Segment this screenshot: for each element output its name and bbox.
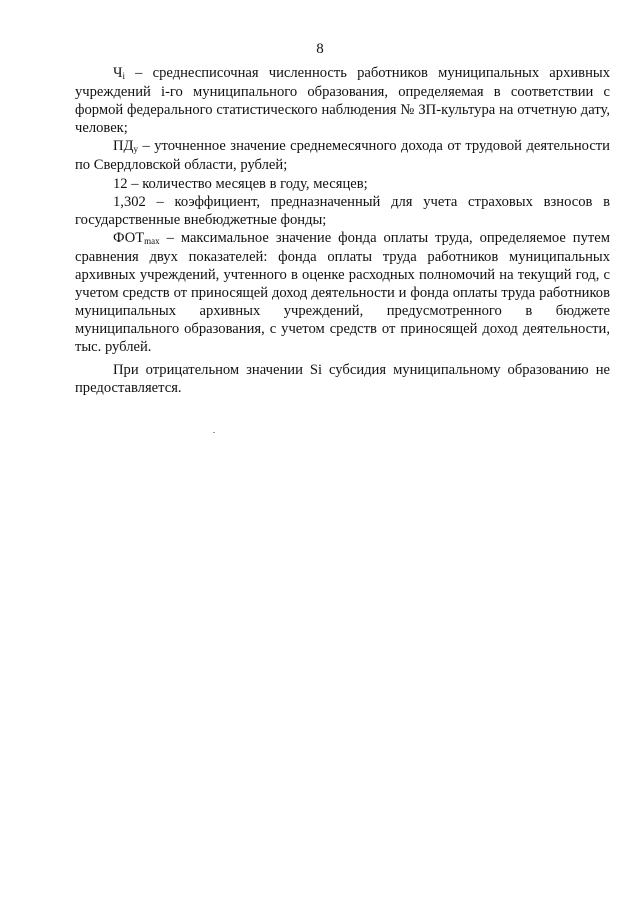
symbol-fot: ФОТ <box>113 229 145 246</box>
symbol-ch: Ч <box>113 65 123 81</box>
page-number: 8 <box>316 41 324 57</box>
subscript-max: max <box>144 235 160 246</box>
symbol-1302: 1,302 <box>113 193 146 210</box>
definition-months-text: – количество месяцев в году, месяцев; <box>127 175 368 192</box>
definition-months <box>75 175 610 193</box>
symbol-12: 12 <box>113 175 128 192</box>
definition-headcount-text: – среднесписочная численность работников муниципальных архивных учреждений i-го муниципального образования, определяемая в соответствии с формой федерального статистического наблюдения № ЗП-культура на отчетную дату, человек; <box>75 65 610 137</box>
definition-wage-fund-max <box>75 229 610 357</box>
scan-speck <box>213 432 215 433</box>
closing-paragraph: При отрицательном значении Si субсидия муниципальному образованию не предоставляется. <box>75 361 610 396</box>
symbol-pd: ПД <box>113 138 134 155</box>
subscript-i: i <box>122 71 126 81</box>
subscript-u: у <box>133 144 138 155</box>
definition-average-income <box>75 137 610 174</box>
definition-headcount <box>75 64 610 137</box>
definition-average-income-text: – уточненное значение среднемесячного дохода от трудовой деятельности по Свердловской области, рублей; <box>75 138 610 174</box>
definition-coefficient-text: – коэффициент, предназначенный для учета страховых взносов в государственные внебюджетные фонды; <box>75 193 610 228</box>
document-body <box>75 64 610 397</box>
definition-wage-fund-max-text: – максимальное значение фонда оплаты труда, определяемое путем сравнения двух показателей: фонда оплаты труда работников муниципальных архивных учреждений, учтенного в оценке расходных полномочий на текущий год, с учетом средств от приносящей доход деятельности и фонда оплаты труда работников муниципальных архивных учреждений, предусмотренного в бюджете муниципального образования, с учетом средств от приносящей доход деятельности, тыс. рублей. <box>75 229 610 356</box>
definition-coefficient <box>75 193 610 229</box>
